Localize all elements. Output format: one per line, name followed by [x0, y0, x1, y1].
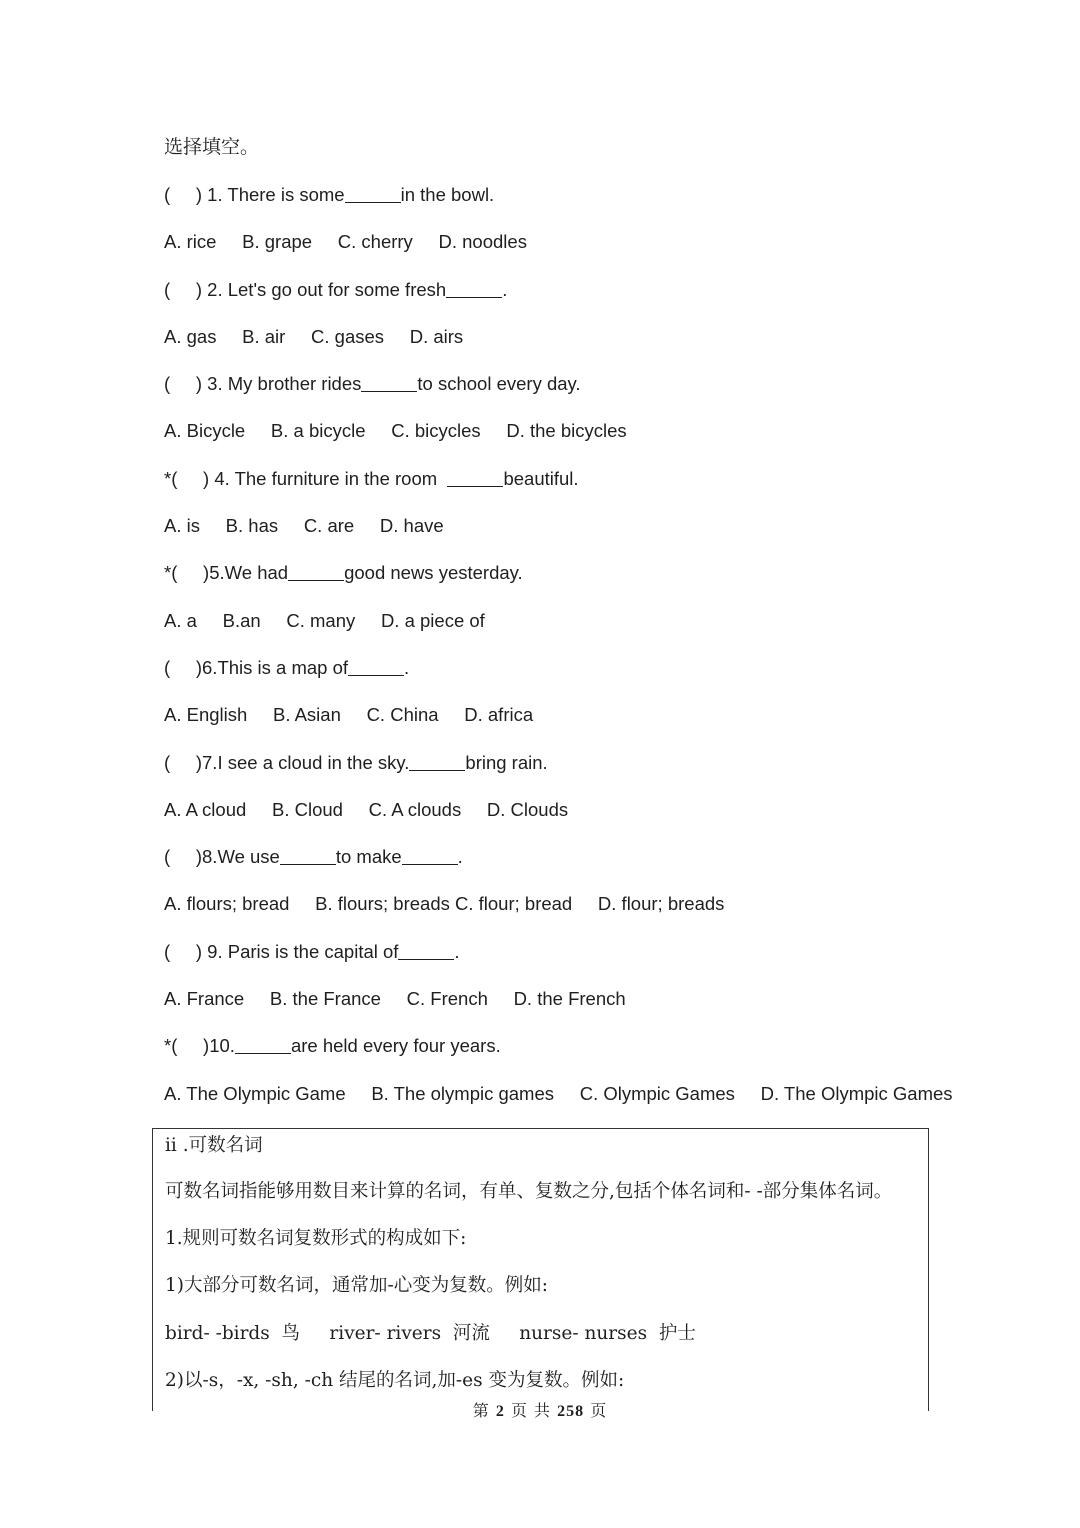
question-2-options: A. gas B. air C. gases D. airs [164, 325, 464, 347]
answer-blank [235, 1035, 291, 1054]
box-line-2: 1.规则可数名词复数形式的构成如下: [165, 1228, 467, 1249]
box-line-1: 可数名词指能够用数目来计算的名词，有单、复数之分,包括个体名词和- -部分集体名词。 [165, 1181, 893, 1202]
question-9: ( ) 9. Paris is the capital of . [164, 940, 460, 962]
box-line-3: 1)大部分可数名词，通常加-心变为复数。例如: [165, 1275, 548, 1296]
question-3-options: A. Bicycle B. a bicycle C. bicycles D. the bicycles [164, 420, 627, 442]
question-5: *( )5.We had good news yesterday. [164, 562, 523, 584]
question-7-options: A. A cloud B. Cloud C. A clouds D. Clouds [164, 798, 569, 820]
section-heading: 选择填空。 [164, 136, 260, 158]
question-10: *( )10. are held every four years. [164, 1035, 501, 1057]
total-page-number: 258 [557, 1403, 585, 1420]
answer-blank [348, 657, 404, 676]
question-3: ( ) 3. My brother rides to school every day. [164, 373, 581, 395]
answer-blank [447, 468, 503, 487]
question-list [164, 180, 953, 1126]
box-line-4: bird- -birds 鸟 river- rivers 河流 nurse- nurses 护士 [165, 1323, 696, 1344]
question-8-options: A. flours; bread B. flours; breads C. flour; bread D. flour; breads [164, 893, 725, 915]
question-6: ( )6.This is a map of . [164, 656, 410, 678]
question-9-options: A. France B. the France C. French D. the French [164, 988, 626, 1010]
page-footer: 第 2 页 共 258 页 [472, 1401, 608, 1420]
answer-blank [398, 941, 454, 960]
question-10-options: A. The Olympic Game B. The olympic games C. Olympic Games D. The Olympic Games [164, 1082, 953, 1104]
question-5-options: A. a B.an C. many D. a piece of [164, 609, 485, 631]
question-4: *( ) 4. The furniture in the room beautiful. [164, 467, 579, 489]
countable-nouns-box [152, 1128, 929, 1411]
question-1-options: A. rice B. grape C. cherry D. noodles [164, 231, 527, 253]
current-page-number: 2 [495, 1403, 505, 1420]
question-7: ( )7.I see a cloud in the sky. bring rain. [164, 751, 548, 773]
question-2: ( ) 2. Let's go out for some fresh . [164, 278, 508, 300]
answer-blank [280, 846, 336, 865]
question-8: ( )8.We use to make . [164, 846, 463, 868]
answer-blank [409, 752, 465, 771]
box-line-5: 2)以-s，-x, -sh, -ch 结尾的名词,加-es 变为复数。例如: [165, 1370, 625, 1391]
answer-blank [402, 846, 458, 865]
answer-blank [361, 373, 417, 392]
answer-blank [288, 562, 344, 581]
answer-blank [446, 279, 502, 298]
question-4-options: A. is B. has C. are D. have [164, 515, 444, 537]
answer-blank [345, 184, 401, 203]
box-title: ii .可数名词 [165, 1135, 263, 1156]
question-1: ( ) 1. There is some in the bowl. [164, 184, 495, 205]
question-6-options: A. English B. Asian C. China D. africa [164, 704, 534, 726]
